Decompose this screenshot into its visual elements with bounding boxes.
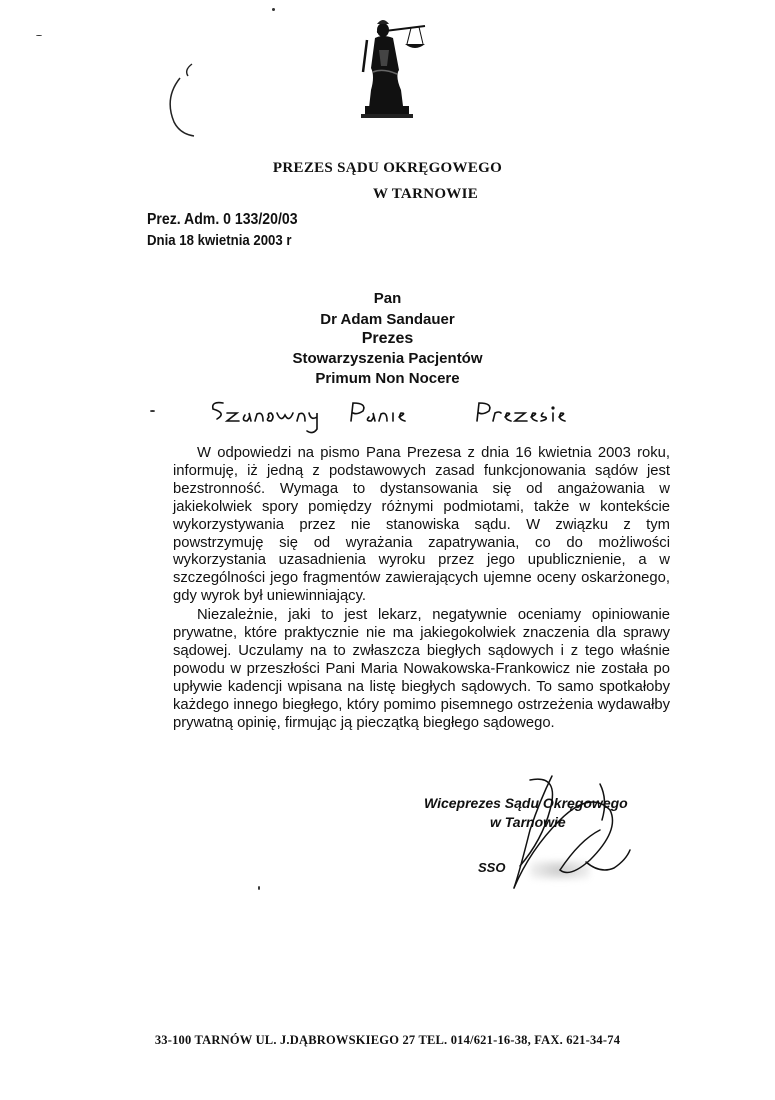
scan-speck [36, 35, 42, 36]
court-title-line2: W TARNOWIE [372, 186, 479, 202]
handwritten-bracket-mark [160, 60, 210, 140]
scan-speck [272, 8, 275, 11]
addressee-organization-name: Primum Non Nocere [315, 370, 460, 387]
body-paragraph-1: W odpowiedzi na pismo Pana Prezesa z dnia 16 kwietnia 2003 roku, informuję, iż jedną z podstawowych zasad funkcjonowania sądów jest bezstronność. Wymaga to dystansowania się od angażowania w jakiekolwiek spory pomiędzy różnymi podmiotami, także w kontekście wykorzystywania przez nie stanowiska sądu. W związku z tym powstrzymuję się od wyrażania zapatrywania, co do możliwości wykorzystania uzasadnienia wyroku przez jego upublicznienie, a w szczególności jego fragmentów zawierających ujemne oceny oskarżonego, gdy wyrok był uniewinniający. [173, 445, 670, 605]
document-date: Dnia 18 kwietnia 2003 r [147, 232, 292, 249]
justice-statue-icon [355, 10, 435, 120]
addressee-line1: Pan [373, 290, 402, 307]
letter-body [173, 445, 670, 733]
signature-stamp-title: Wiceprezes Sądu Okręgowego [424, 795, 628, 811]
addressee-organization: Stowarzyszenia Pacjentów [292, 350, 483, 367]
body-paragraph-2: Niezależnie, jaki to jest lekarz, negatywnie oceniamy opiniowanie prywatne, które praktycznie nie ma jakiegokolwiek znaczenia dla sprawy sądowej. Uczulamy na to zwłaszcza biegłych sądowych i z tego właśnie powodu w przeszłości Pani Maria Nowakowska-Frankowicz nie została po upływie kadencji wpisana na listę biegłych sądowych. To samo spotkałoby każdego innego biegłego, który pomimo pisemnego ostrzeżenia wydawałby prywatną opinię, firmując ją pieczątką biegłego sądowego. [173, 607, 670, 731]
handwritten-signature [490, 770, 650, 900]
court-title-line1: PREZES SĄDU OKRĘGOWEGO [272, 160, 503, 176]
addressee-title: Prezes [361, 330, 414, 347]
reference-number: Prez. Adm. 0 133/20/03 [147, 211, 298, 228]
signature-stamp-court: w Tarnowie [490, 814, 566, 830]
signature-stamp-rank: SSO [478, 860, 506, 875]
footer-address: 33-100 TARNÓW UL. J.DĄBROWSKIEGO 27 TEL. 014/621-16-38, FAX. 621-34-74 [154, 1033, 621, 1047]
scan-speck [150, 410, 155, 412]
handwritten-salutation [205, 395, 625, 440]
scan-speck [258, 886, 260, 890]
addressee-name: Dr Adam Sandauer [320, 311, 455, 328]
